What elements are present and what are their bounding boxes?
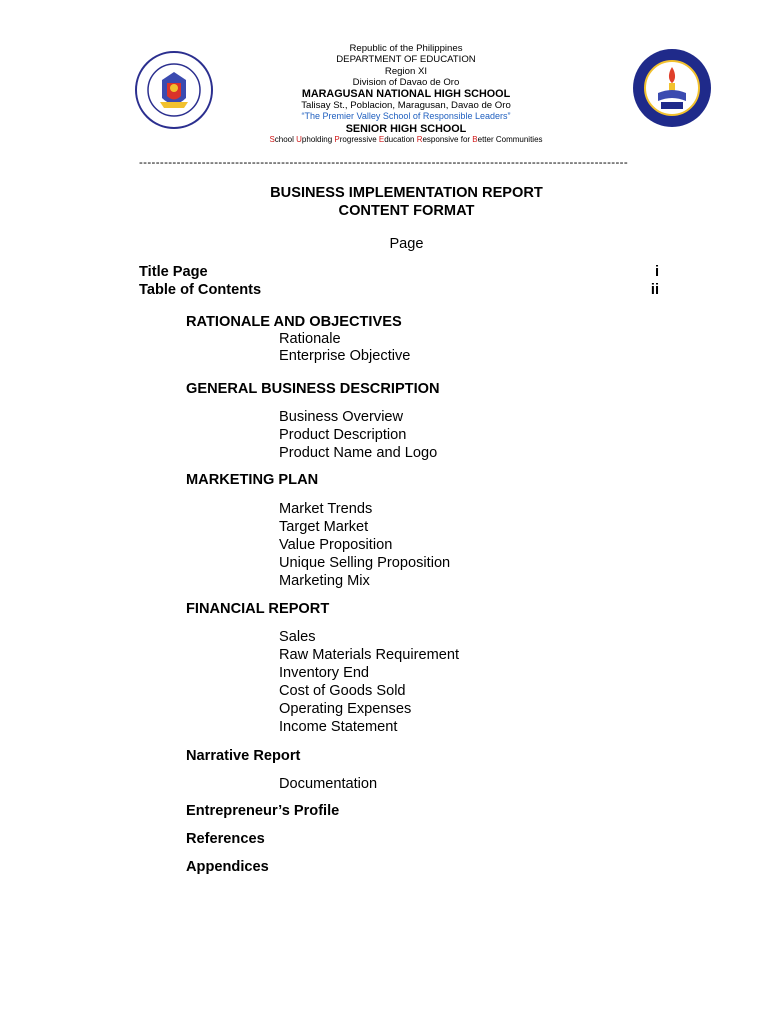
document-title xyxy=(139,184,674,220)
section-narrative-report: Narrative Report xyxy=(186,748,301,764)
school-address: Talisay St., Poblacion, Maragusan, Davao de Oro xyxy=(301,100,511,112)
school-name: MARAGUSAN NATIONAL HIGH SCHOOL xyxy=(301,88,511,101)
section-general-business-description: GENERAL BUSINESS DESCRIPTION xyxy=(186,381,440,397)
title-line-1: BUSINESS IMPLEMENTATION REPORT xyxy=(270,185,543,201)
toc-entry-table-of-contents xyxy=(139,282,659,298)
toc-label: Table of Contents xyxy=(139,282,262,298)
school-seal-logo xyxy=(631,47,713,129)
list-item: Inventory End xyxy=(279,665,370,681)
list-item: Value Proposition xyxy=(279,537,393,553)
division-line: Division of Davao de Oro xyxy=(352,76,460,88)
acronym-rest: etter Communities xyxy=(477,134,543,144)
list-item: Product Description xyxy=(279,427,407,443)
acronym-letter: E xyxy=(378,134,385,144)
department-line: DEPARTMENT OF EDUCATION xyxy=(336,54,476,66)
acronym-letter: P xyxy=(334,134,340,144)
acronym-letter: S xyxy=(269,134,275,144)
page-column-heading: Page xyxy=(389,236,424,252)
section-entrepreneur-profile: Entrepreneur’s Profile xyxy=(186,803,340,819)
list-item: Marketing Mix xyxy=(279,573,370,589)
list-item: Documentation xyxy=(279,776,378,792)
list-item: Rationale xyxy=(279,331,341,347)
acronym-letter: B xyxy=(472,134,478,144)
list-item: Target Market xyxy=(279,519,369,535)
list-item: Income Statement xyxy=(279,719,398,735)
list-item: Cost of Goods Sold xyxy=(279,683,406,699)
toc-page-number: ii xyxy=(650,282,659,298)
acronym-rest: esponsive for xyxy=(422,134,473,144)
toc-label: Title Page xyxy=(139,264,208,280)
list-item: Unique Selling Proposition xyxy=(279,555,451,571)
deped-seal-logo xyxy=(134,50,214,130)
section-references: References xyxy=(186,831,265,847)
school-motto: “The Premier Valley School of Responsible Leaders” xyxy=(301,111,511,122)
toc-entry-title-page xyxy=(139,264,659,280)
republic-line: Republic of the Philippines xyxy=(349,43,463,54)
senior-high-label: SENIOR HIGH SCHOOL xyxy=(345,122,467,135)
acronym-rest: rogressive xyxy=(339,134,379,144)
section-rationale-objectives: RATIONALE AND OBJECTIVES xyxy=(186,314,402,330)
list-item: Enterprise Objective xyxy=(279,348,411,364)
list-item: Sales xyxy=(279,629,316,645)
acronym-letter: U xyxy=(296,134,302,144)
acronym-rest: ducation xyxy=(384,134,417,144)
region-line: Region XI xyxy=(384,65,428,77)
dashed-separator: --------------------------------------------------------------------------------------------------------------------- xyxy=(139,157,629,169)
letterhead xyxy=(250,43,562,145)
toc-page-number: i xyxy=(654,264,659,280)
title-line-2: CONTENT FORMAT xyxy=(338,203,475,219)
acronym-tagline xyxy=(250,135,562,145)
section-appendices: Appendices xyxy=(186,859,269,875)
acronym-rest: pholding xyxy=(301,134,335,144)
acronym-letter: R xyxy=(416,134,423,144)
list-item: Product Name and Logo xyxy=(279,445,438,461)
list-item: Market Trends xyxy=(279,501,373,517)
section-marketing-plan: MARKETING PLAN xyxy=(186,472,319,488)
list-item: Raw Materials Requirement xyxy=(279,647,460,663)
acronym-rest: chool xyxy=(274,134,297,144)
list-item: Operating Expenses xyxy=(279,701,412,717)
list-item: Business Overview xyxy=(279,409,404,425)
section-financial-report: FINANCIAL REPORT xyxy=(186,601,330,617)
